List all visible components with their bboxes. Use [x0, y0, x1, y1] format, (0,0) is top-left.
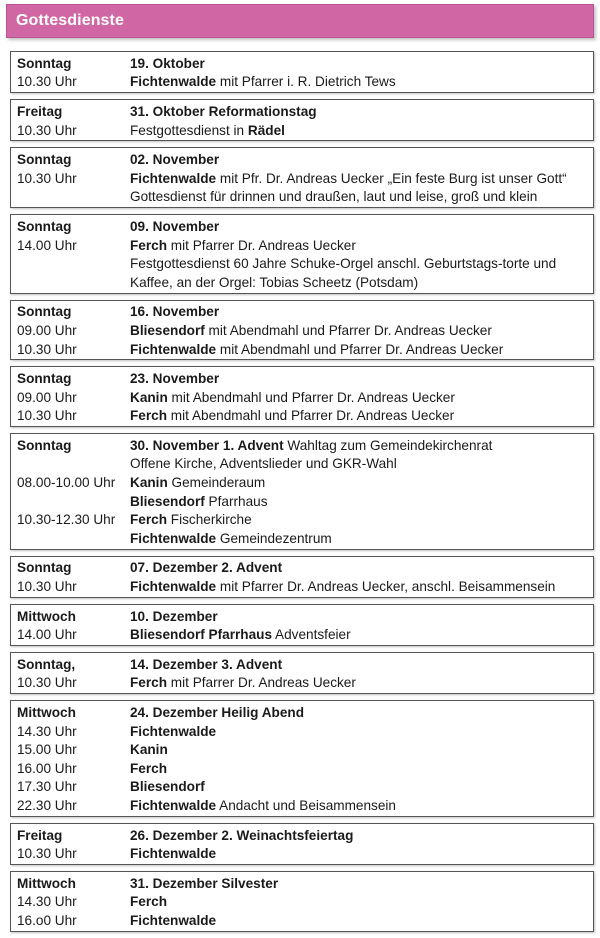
- event-row: [11, 722, 593, 741]
- event-row: [11, 703, 593, 722]
- event-time: 15.00 Uhr: [17, 742, 77, 758]
- event-details: [130, 798, 593, 813]
- event-highlight: Fichtenwalde: [130, 74, 217, 90]
- event-highlight: 30. November 1. Advent: [130, 437, 284, 453]
- event-highlight: Ferch: [130, 675, 168, 691]
- event-day: Mittwoch: [17, 705, 76, 721]
- event-details: [130, 408, 593, 423]
- event-text: Festgottesdienst in: [130, 122, 248, 138]
- event-box: [10, 147, 594, 208]
- event-highlight: Fichtenwalde: [130, 723, 217, 739]
- event-time: 10.30 Uhr: [17, 74, 77, 90]
- event-highlight: Ferch: [130, 237, 168, 253]
- event-details: [130, 56, 593, 71]
- event-time: 14.00 Uhr: [17, 627, 77, 643]
- event-highlight: Fichtenwalde: [130, 341, 217, 357]
- event-row: [11, 893, 593, 912]
- event-details: [130, 123, 593, 138]
- event-row: [11, 321, 593, 340]
- event-details: [130, 74, 593, 89]
- event-row: [11, 254, 593, 273]
- event-text: Adventsfeier: [272, 627, 351, 643]
- event-text: Festgottesdienst 60 Jahre Schuke-Orgel anschl. Geburtstags-torte und: [130, 256, 557, 272]
- event-time: 10.30 Uhr: [17, 579, 77, 595]
- event-highlight: Bliesendorf: [130, 779, 205, 795]
- event-details: [130, 846, 593, 861]
- event-time: 17.30 Uhr: [17, 779, 77, 795]
- event-row: [11, 436, 593, 455]
- event-row: [11, 407, 593, 426]
- event-row: [11, 674, 593, 693]
- event-highlight: Ferch: [130, 408, 168, 424]
- event-details: [130, 779, 593, 794]
- event-details: [130, 761, 593, 776]
- event-text: Gottesdienst für drinnen und draußen, laut und leise, groß und klein: [130, 189, 538, 205]
- event-row: [11, 217, 593, 236]
- event-box: [10, 300, 594, 361]
- event-details: [130, 742, 593, 757]
- event-time: 14.00 Uhr: [17, 237, 77, 253]
- event-day: Sonntag: [17, 152, 72, 168]
- event-time: 09.00 Uhr: [17, 322, 77, 338]
- event-highlight: Ferch: [130, 894, 168, 910]
- event-highlight: Ferch: [130, 512, 168, 528]
- event-details: [130, 894, 593, 909]
- event-time: 10.30 Uhr: [17, 846, 77, 862]
- event-highlight: Fichtenwalde: [130, 912, 217, 928]
- event-row: [11, 303, 593, 322]
- event-highlight: Fichtenwalde: [130, 797, 217, 813]
- event-highlight: 23. November: [130, 371, 220, 387]
- event-row: [11, 740, 593, 759]
- event-details: [130, 438, 593, 453]
- event-day: Freitag: [17, 103, 63, 119]
- event-details: [130, 275, 593, 290]
- event-text: Offene Kirche, Adventslieder und GKR-Wahl: [130, 456, 397, 472]
- section-header: [6, 4, 594, 38]
- event-box: [10, 871, 594, 932]
- event-row: [11, 73, 593, 92]
- event-details: [130, 560, 593, 575]
- event-details: [130, 104, 593, 119]
- event-text: mit Pfarrer Dr. Andreas Uecker, anschl. Beisammensein: [216, 579, 556, 595]
- event-details: [130, 675, 593, 690]
- event-time: 10.30 Uhr: [17, 170, 77, 186]
- event-time: 10.30 Uhr: [17, 675, 77, 691]
- event-details: [130, 323, 593, 338]
- event-text: Kaffee, an der Orgel: Tobias Scheetz (Potsdam): [130, 274, 419, 290]
- event-row: [11, 759, 593, 778]
- event-highlight: Ferch: [130, 760, 168, 776]
- event-row: [11, 273, 593, 292]
- page-title: Gottesdienste: [16, 12, 124, 29]
- event-text: mit Pfr. Dr. Andreas Uecker „Ein feste Burg ist unser Gott“: [216, 170, 567, 186]
- event-time: 22.30 Uhr: [17, 797, 77, 813]
- event-row: [11, 121, 593, 140]
- event-highlight: Kanin: [130, 742, 168, 758]
- event-box: [10, 433, 594, 550]
- event-highlight: Bliesendorf Pfarrhaus: [130, 627, 273, 643]
- event-day: Sonntag: [17, 55, 72, 71]
- event-highlight: 19. Oktober: [130, 55, 205, 71]
- event-details: [130, 609, 593, 624]
- event-text: mit Abendmahl und Pfarrer Dr. Andreas Uecker: [204, 322, 492, 338]
- event-row: [11, 150, 593, 169]
- event-row: [11, 340, 593, 359]
- event-time: 10.30 Uhr: [17, 341, 77, 357]
- event-time: 09.00 Uhr: [17, 389, 77, 405]
- event-highlight: 26. Dezember 2. Weinachtsfeiertag: [130, 827, 354, 843]
- event-details: [130, 219, 593, 234]
- event-row: [11, 492, 593, 511]
- event-details: [130, 152, 593, 167]
- event-day: Mittwoch: [17, 875, 76, 891]
- event-text: mit Abendmahl und Pfarrer Dr. Andreas Uecker: [216, 341, 504, 357]
- event-highlight: Bliesendorf: [130, 322, 205, 338]
- event-details: [130, 342, 593, 357]
- event-details: [130, 475, 593, 490]
- event-highlight: 02. November: [130, 152, 220, 168]
- event-details: [130, 304, 593, 319]
- event-details: [130, 171, 593, 186]
- event-row: [11, 510, 593, 529]
- event-text: Fischerkirche: [167, 512, 252, 528]
- event-day: Sonntag: [17, 218, 72, 234]
- event-text: Gemeindezentrum: [216, 530, 332, 546]
- event-details: [130, 579, 593, 594]
- event-highlight: 14. Dezember 3. Advent: [130, 656, 283, 672]
- event-highlight: 10. Dezember: [130, 608, 218, 624]
- event-details: [130, 390, 593, 405]
- event-row: [11, 388, 593, 407]
- event-box: [10, 652, 594, 694]
- event-row: [11, 778, 593, 797]
- event-box: [10, 823, 594, 865]
- event-highlight: Fichtenwalde: [130, 170, 217, 186]
- event-box: [10, 556, 594, 598]
- event-highlight: Rädel: [247, 122, 285, 138]
- event-details: [130, 494, 593, 509]
- event-box: [10, 700, 594, 817]
- event-highlight: 31. Dezember Silvester: [130, 875, 279, 891]
- event-time: 10.30 Uhr: [17, 122, 77, 138]
- event-details: [130, 189, 593, 204]
- event-row: [11, 236, 593, 255]
- event-text: Wahltag zum Gemeindekirchenrat: [283, 437, 493, 453]
- event-row: [11, 577, 593, 596]
- event-day: Sonntag: [17, 371, 72, 387]
- event-row: [11, 655, 593, 674]
- event-time: 14.30 Uhr: [17, 723, 77, 739]
- event-box: [10, 99, 594, 141]
- event-details: [130, 657, 593, 672]
- event-box: [10, 214, 594, 293]
- event-time: 16.o0 Uhr: [17, 912, 77, 928]
- event-box: [10, 366, 594, 427]
- event-highlight: Fichtenwalde: [130, 846, 217, 862]
- event-highlight: 16. November: [130, 304, 220, 320]
- event-details: [130, 828, 593, 843]
- event-day: Freitag: [17, 827, 63, 843]
- event-text: mit Pfarrer Dr. Andreas Uecker: [167, 675, 356, 691]
- event-day: Sonntag: [17, 437, 72, 453]
- event-details: [130, 256, 593, 271]
- event-text: mit Pfarrer Dr. Andreas Uecker: [167, 237, 356, 253]
- event-row: [11, 54, 593, 73]
- event-box: [10, 604, 594, 646]
- event-row: [11, 559, 593, 578]
- event-details: [130, 705, 593, 720]
- event-row: [11, 473, 593, 492]
- event-row: [11, 169, 593, 188]
- event-day: Mittwoch: [17, 608, 76, 624]
- event-details: [130, 627, 593, 642]
- event-row: [11, 455, 593, 474]
- event-row: [11, 369, 593, 388]
- event-details: [130, 456, 593, 471]
- event-text: mit Abendmahl und Pfarrer Dr. Andreas Uecker: [167, 408, 455, 424]
- event-details: [130, 876, 593, 891]
- event-highlight: Kanin: [130, 475, 168, 491]
- event-highlight: Fichtenwalde: [130, 579, 217, 595]
- event-row: [11, 844, 593, 863]
- event-highlight: 31. Oktober Reformationstag: [130, 103, 317, 119]
- event-row: [11, 796, 593, 815]
- event-text: mit Abendmahl und Pfarrer Dr. Andreas Uecker: [167, 389, 455, 405]
- event-highlight: 24. Dezember Heilig Abend: [130, 705, 304, 721]
- event-row: [11, 529, 593, 548]
- event-day: Sonntag,: [17, 656, 76, 672]
- event-row: [11, 911, 593, 930]
- event-text: Gemeinderaum: [167, 475, 266, 491]
- event-time: 10.30-12.30 Uhr: [17, 512, 116, 528]
- event-details: [130, 724, 593, 739]
- event-row: [11, 188, 593, 207]
- event-text: Pfarrhaus: [204, 493, 268, 509]
- event-row: [11, 607, 593, 626]
- event-details: [130, 371, 593, 386]
- event-row: [11, 826, 593, 845]
- event-row: [11, 102, 593, 121]
- event-row: [11, 874, 593, 893]
- event-highlight: 07. Dezember 2. Advent: [130, 560, 283, 576]
- event-text: mit Pfarrer i. R. Dietrich Tews: [216, 74, 396, 90]
- event-day: Sonntag: [17, 560, 72, 576]
- event-box: [10, 51, 594, 93]
- event-highlight: Bliesendorf: [130, 493, 205, 509]
- event-highlight: Fichtenwalde: [130, 530, 217, 546]
- event-text: Andacht und Beisammensein: [216, 797, 396, 813]
- event-details: [130, 512, 593, 527]
- events-list: [10, 51, 594, 938]
- event-highlight: 09. November: [130, 218, 220, 234]
- event-details: [130, 238, 593, 253]
- event-details: [130, 913, 593, 928]
- event-time: 08.00-10.00 Uhr: [17, 475, 116, 491]
- event-time: 10.30 Uhr: [17, 408, 77, 424]
- event-details: [130, 531, 593, 546]
- event-day: Sonntag: [17, 304, 72, 320]
- event-time: 14.30 Uhr: [17, 894, 77, 910]
- event-highlight: Kanin: [130, 389, 168, 405]
- event-row: [11, 625, 593, 644]
- event-time: 16.00 Uhr: [17, 760, 77, 776]
